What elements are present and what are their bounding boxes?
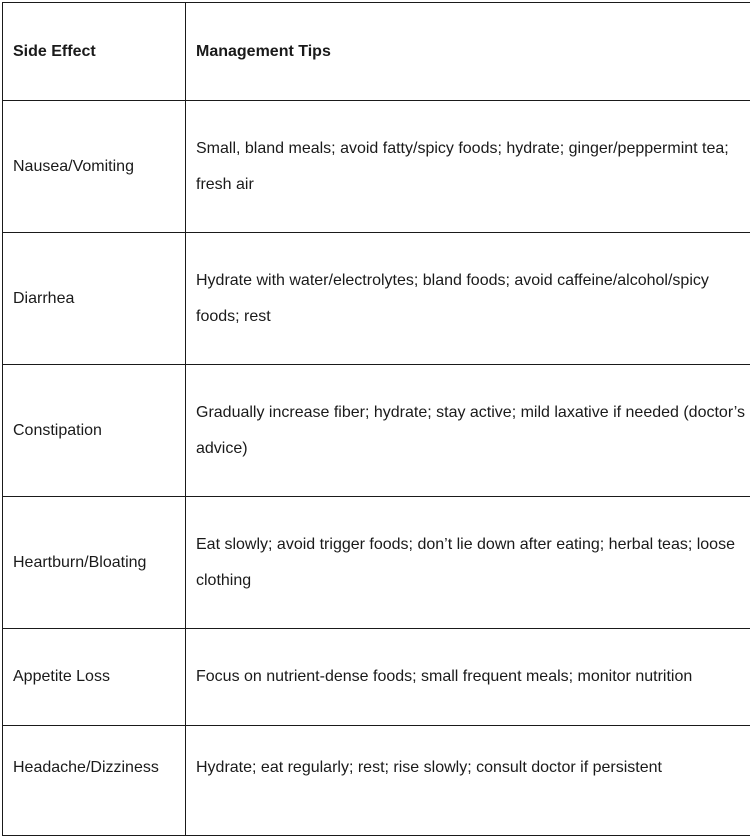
management-tips-cell: Eat slowly; avoid trigger foods; don’t lie down after eating; herbal teas; loose clothing: [186, 497, 750, 629]
side-effect-cell: Constipation: [3, 365, 186, 497]
header-side-effect: Side Effect: [3, 3, 186, 101]
side-effect-cell: Appetite Loss: [3, 629, 186, 726]
management-tips-cell: Small, bland meals; avoid fatty/spicy foods; hydrate; ginger/peppermint tea; fresh air: [186, 101, 750, 233]
side-effect-cell: Diarrhea: [3, 233, 186, 365]
table-row: [3, 629, 750, 726]
header-management-tips: Management Tips: [186, 3, 750, 101]
table-row: [3, 233, 750, 365]
management-tips-cell: Gradually increase fiber; hydrate; stay active; mild laxative if needed (doctor’s advice): [186, 365, 750, 497]
table-row: [3, 497, 750, 629]
side-effect-cell: Heartburn/Bloating: [3, 497, 186, 629]
management-tips-cell: Hydrate; eat regularly; rest; rise slowly; consult doctor if persistent: [186, 726, 750, 836]
side-effects-table: [2, 2, 750, 836]
table-header-row: [3, 3, 750, 101]
side-effect-cell: Nausea/Vomiting: [3, 101, 186, 233]
management-tips-cell: Focus on nutrient-dense foods; small frequent meals; monitor nutrition: [186, 629, 750, 726]
table-row: [3, 365, 750, 497]
table-row: [3, 726, 750, 836]
side-effect-cell: Headache/Dizziness: [3, 726, 186, 836]
table-row: [3, 101, 750, 233]
management-tips-cell: Hydrate with water/electrolytes; bland foods; avoid caffeine/alcohol/spicy foods; rest: [186, 233, 750, 365]
